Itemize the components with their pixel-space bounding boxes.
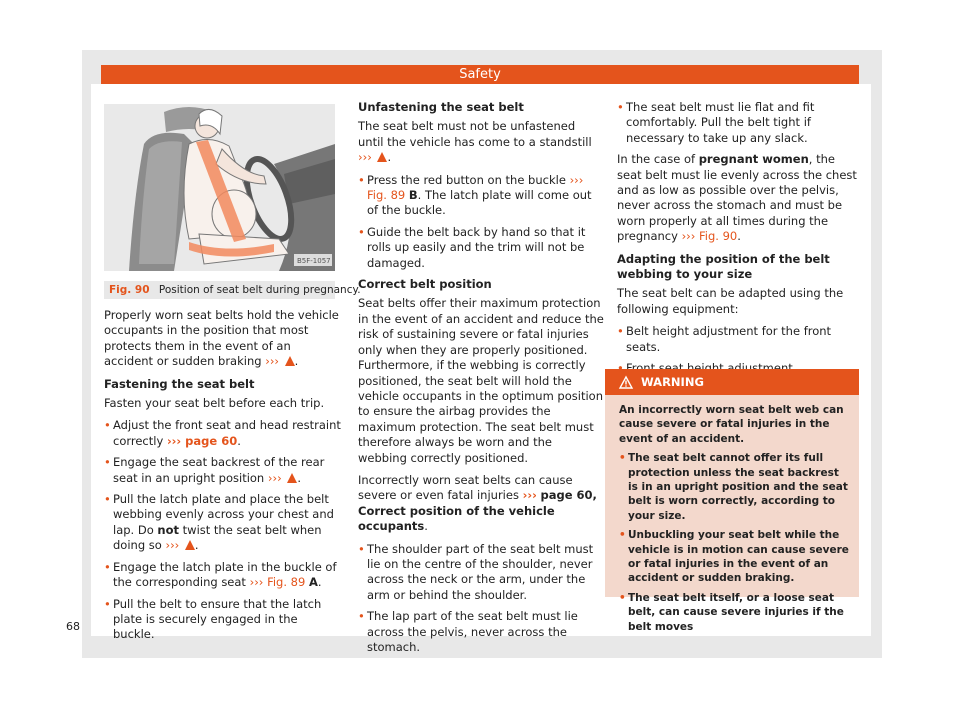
correct-position-paragraph: Seat belts offer their maximum protection in the event of an accident and reduce the risk of sustaining severe or fatal injuries only when they are properly positioned. Furthermore, if the webbing is correctly positioned, the seat belt will hold the vehicle occupants in the optimum position to ensure the airbag provides the maximum protection. The seat belt must therefore always be worn and the webbing correctly positioned.	[358, 296, 604, 465]
warning-title: WARNING	[641, 375, 704, 389]
unfastening-paragraph: The seat belt must not be unfastened until the vehicle has come to a standstill ››› .	[358, 119, 592, 165]
figure-ref-link[interactable]: ››› Fig. 90	[681, 229, 738, 244]
list-item: • The seat belt must lie flat and fit comfortably. Pull the belt tight if necessary to take up any slack.	[617, 100, 815, 145]
figure-caption	[104, 281, 361, 299]
pregnant-paragraph: In the case of pregnant women, the seat belt must lie evenly across the chest and as low as possible over the pelvis, never across the stomach and must be worn properly at all times during the pregnancy ››› Fig. 90.	[617, 152, 857, 244]
figure-caption-text: Position of seat belt during pregnancy.	[158, 284, 361, 296]
page-number: 68	[66, 620, 80, 633]
warning-triangle-icon[interactable]	[285, 356, 295, 366]
incorrect-paragraph: Incorrectly worn seat belts can cause severe or even fatal injuries ››› page 60, Correct position of the vehicle occupants.	[358, 472, 597, 534]
warning-header	[605, 369, 859, 395]
adapting-heading: Adapting the position of the belt webbing to your size	[617, 251, 830, 282]
left-column	[104, 308, 342, 649]
figure-label: Fig. 90	[109, 284, 150, 296]
warning-item: • The seat belt cannot offer its full protection unless the seat backrest is in an upright position and the seat belt is worn correctly, according to your size.	[619, 452, 848, 522]
list-item: • Guide the belt back by hand so that it rolls up easily and the trim will not be damaged.	[358, 224, 586, 270]
ref-arrow: ›››	[265, 354, 280, 369]
list-item: • Engage the latch plate in the buckle of the corresponding seat ››› Fig. 89 A.	[104, 559, 337, 590]
middle-column	[358, 100, 604, 661]
warning-triangle-icon[interactable]	[185, 540, 195, 550]
warning-triangle-icon[interactable]	[287, 473, 297, 483]
section-header: Safety	[101, 65, 859, 84]
correct-position-heading: Correct belt position	[358, 277, 492, 292]
unfastening-heading: Unfastening the seat belt	[358, 100, 524, 114]
warning-triangle-icon[interactable]	[377, 152, 387, 162]
warning-intro: An incorrectly worn seat belt web can cause severe or fatal injuries in the event of an accident.	[619, 404, 844, 445]
adapting-paragraph: The seat belt can be adapted using the following equipment:	[617, 286, 844, 316]
figure-code: B5F-1057	[297, 257, 331, 265]
list-item: • Pull the belt to ensure that the latch plate is securely engaged in the buckle.	[104, 596, 322, 642]
figure-pregnant-driver	[104, 104, 335, 271]
warning-item: • Unbuckling your seat belt while the vehicle is in motion can cause severe or fatal injuries in the event of an accident or sudden braking.	[619, 529, 849, 585]
warning-box	[605, 369, 859, 633]
right-column	[617, 100, 859, 383]
warning-triangle-icon	[619, 376, 633, 389]
fastening-heading: Fastening the seat belt	[104, 376, 255, 391]
figure-ref-link[interactable]: ››› Fig. 89	[367, 172, 584, 203]
intro-paragraph: Properly worn seat belts hold the vehicle occupants in the position that most protects them in the event of an accident or sudden braking ››› .	[104, 308, 339, 369]
page-ref-link[interactable]: ››› page 60	[166, 433, 238, 448]
list-item: • Press the red button on the buckle ››› Fig. 89 B. The latch plate will come out of the buckle.	[358, 172, 592, 218]
figure-ref-link[interactable]: ››› Fig. 89	[249, 575, 306, 590]
page-ref-link[interactable]: ›››	[522, 488, 537, 503]
list-item: • Engage the seat backrest of the rear seat in an upright position ››› .	[104, 455, 325, 485]
list-item: • Adjust the front seat and head restraint correctly ››› page 60.	[104, 418, 341, 448]
list-item: • The shoulder part of the seat belt must lie on the centre of the shoulder, never across the neck or the arm, under the arm or behind the shoulder.	[358, 541, 594, 602]
warning-body	[605, 395, 859, 634]
fastening-intro: Fasten your seat belt before each trip.	[104, 396, 325, 411]
warning-item: • The seat belt itself, or a loose seat belt, can cause severe injuries if the belt moves	[619, 591, 844, 633]
list-item: • Pull the latch plate and place the belt webbing evenly across your chest and lap. Do not twist the seat belt when doing so ››› .	[104, 492, 334, 553]
list-item: • Belt height adjustment for the front seats.	[617, 324, 832, 354]
list-item: • The lap part of the seat belt must lie across the pelvis, never across the stomach.	[358, 609, 578, 654]
pregnant-driver-illustration-icon	[104, 104, 335, 271]
